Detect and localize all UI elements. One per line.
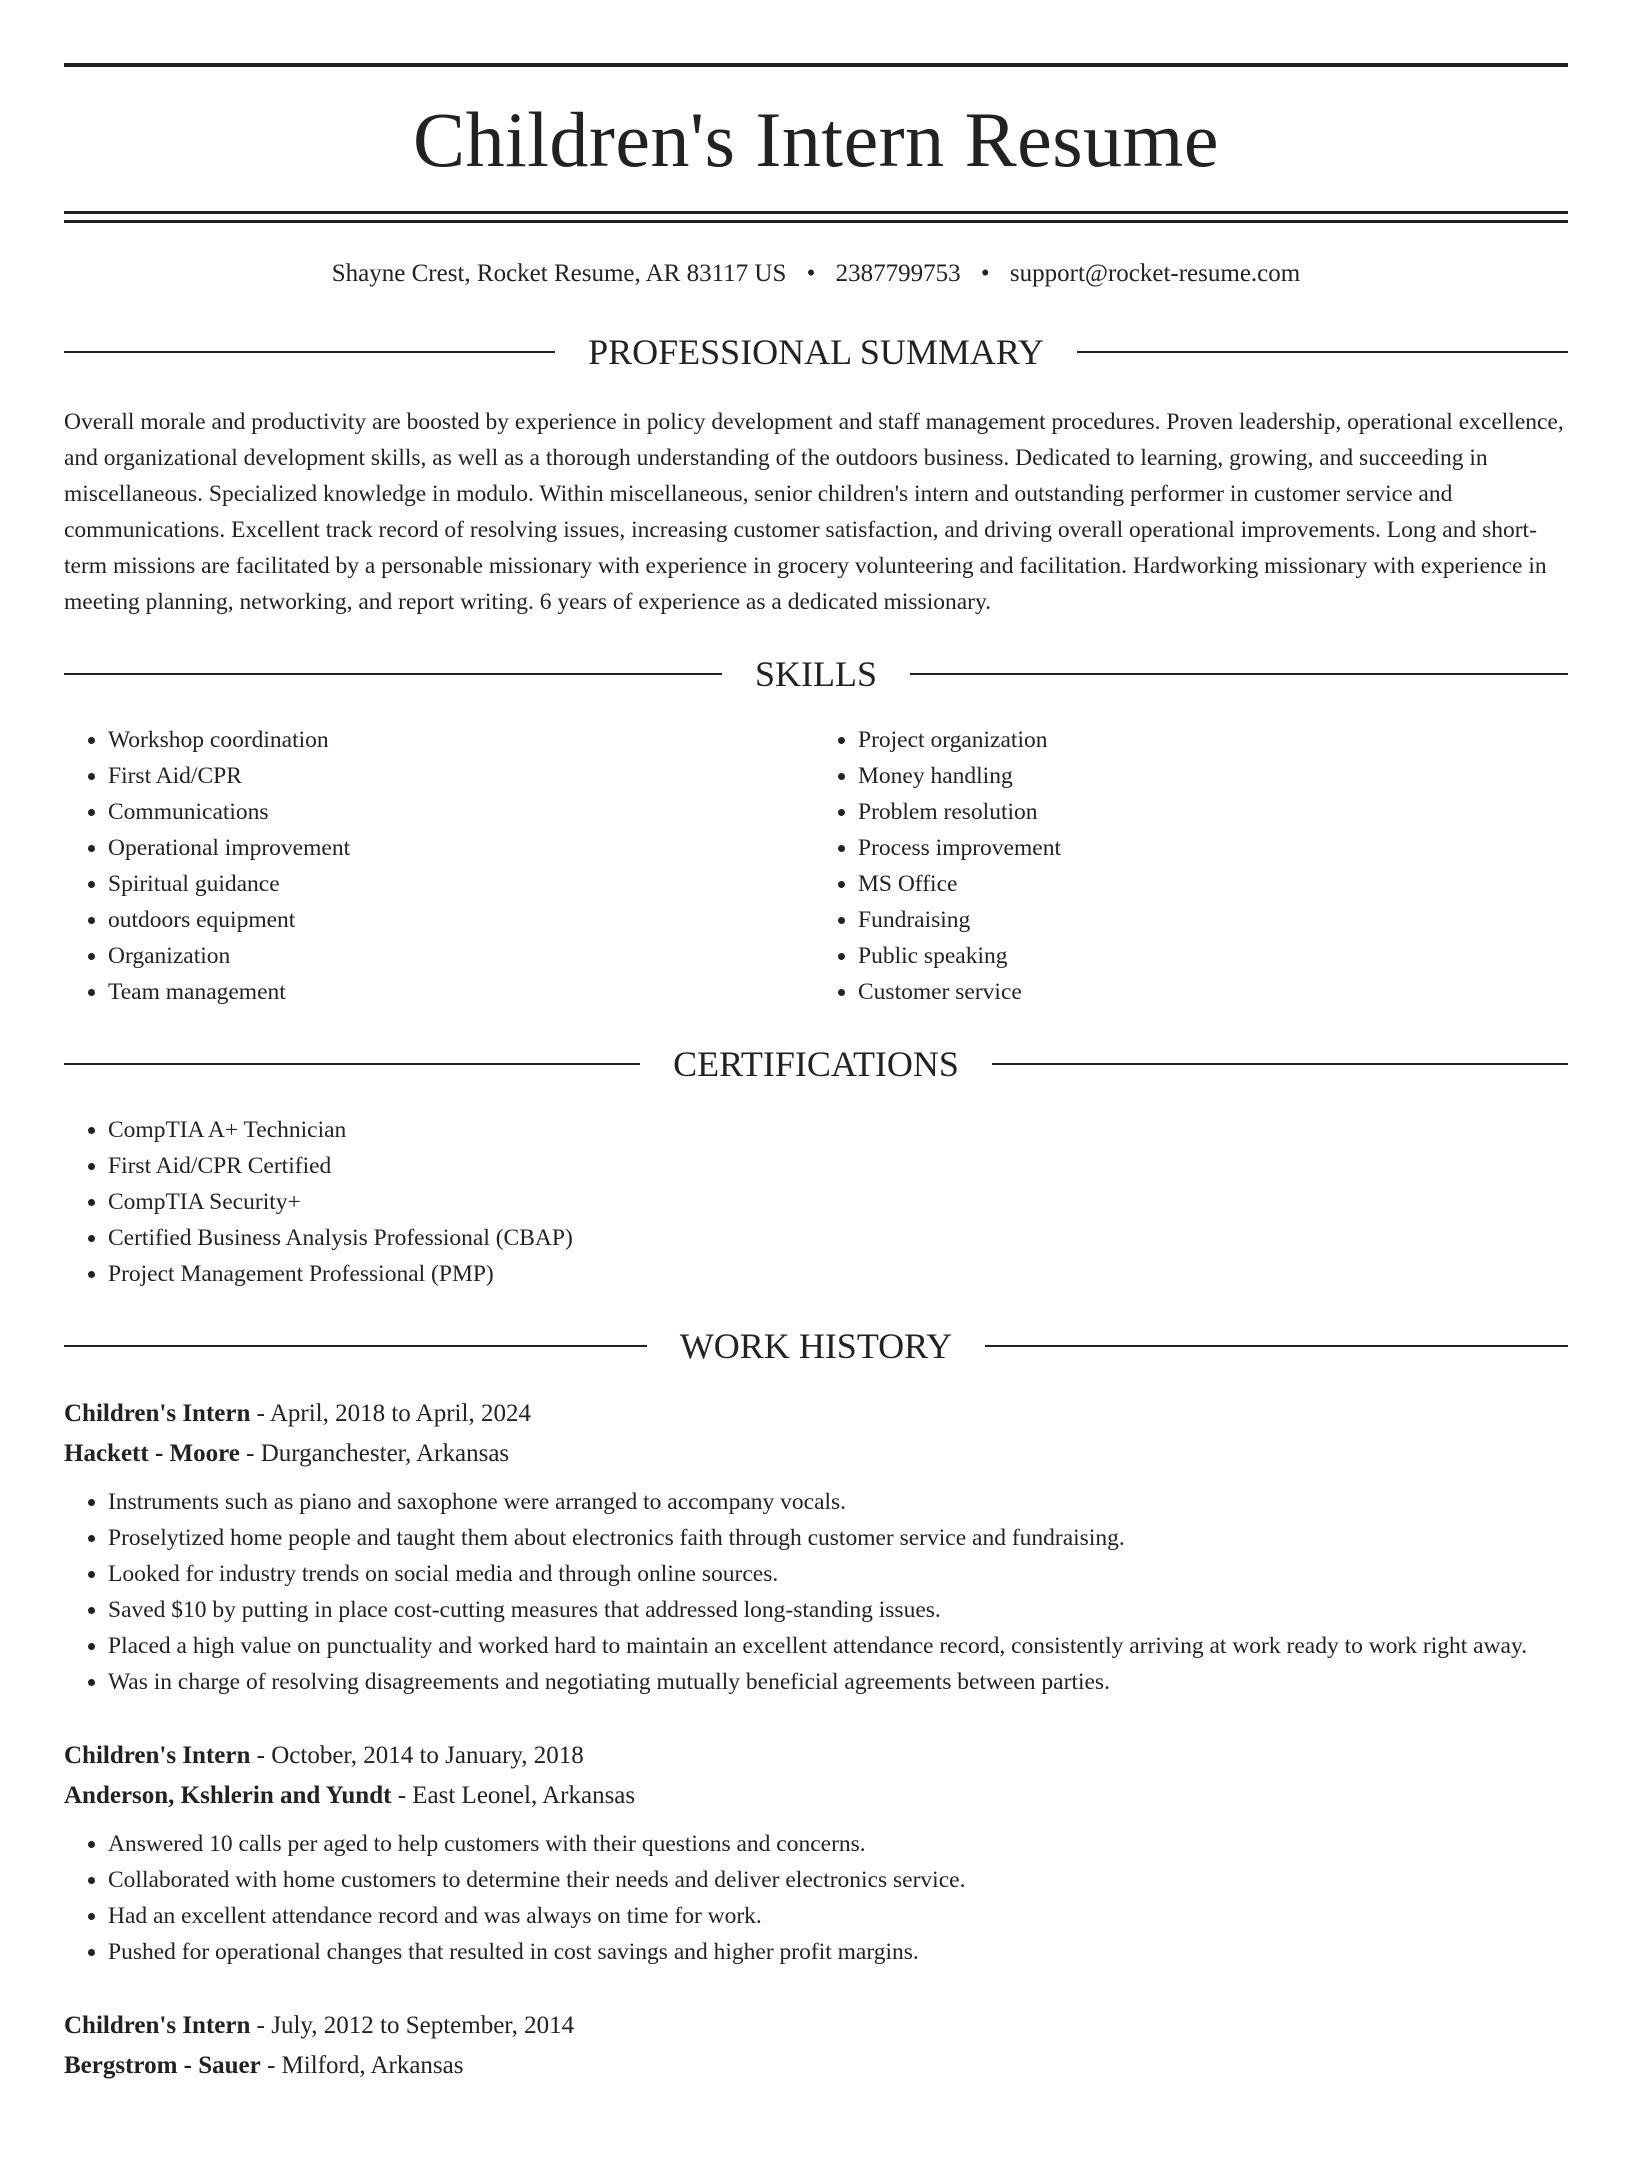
section-heading-certifications: [64, 1046, 1568, 1082]
certification-item: • CompTIA Security+: [108, 1184, 1568, 1220]
contact-line: [64, 261, 1568, 286]
job-duty-item: • Looked for industry trends on social media and through online sources.: [108, 1556, 1568, 1592]
job-dates: April, 2018 to April, 2024: [269, 1400, 531, 1427]
job-title-line: [64, 1394, 1568, 1434]
job-company-line: [64, 1776, 1568, 1816]
job-title: Children's Intern: [64, 1742, 251, 1769]
job-duty-item: • Was in charge of resolving disagreements and negotiating mutually beneficial agreements between parties.: [108, 1664, 1568, 1700]
job-duty-item: • Had an excellent attendance record and was always on time for work.: [108, 1898, 1568, 1934]
skill-item: • Workshop coordination: [108, 722, 818, 758]
certifications-list: [64, 1112, 1568, 1292]
skill-item: • Fundraising: [858, 902, 1568, 938]
skill-item: • Process improvement: [858, 830, 1568, 866]
dash: -: [260, 2052, 282, 2079]
contact-address: Shayne Crest, Rocket Resume, AR 83117 US: [331, 260, 787, 287]
section-title: PROFESSIONAL SUMMARY: [588, 332, 1044, 372]
contact-phone: 2387799753: [835, 260, 961, 287]
work-history: [64, 1394, 1568, 2086]
dash: -: [250, 2012, 272, 2039]
skill-item: • Spiritual guidance: [108, 866, 818, 902]
skill-item: • Money handling: [858, 758, 1568, 794]
contact-separator: •: [980, 260, 990, 287]
top-rule: [64, 63, 1568, 67]
certification-item: • Project Management Professional (PMP): [108, 1256, 1568, 1292]
skill-item: • Team management: [108, 974, 818, 1010]
resume-title: Children's Intern Resume: [413, 96, 1219, 183]
skill-item: • Problem resolution: [858, 794, 1568, 830]
contact-separator: •: [806, 260, 816, 287]
job-entry: [64, 2006, 1568, 2086]
job-company: Bergstrom - Sauer: [64, 2052, 261, 2079]
skill-item: • Operational improvement: [108, 830, 818, 866]
job-duty-item: • Placed a high value on punctuality and worked hard to maintain an excellent attendance record, consistently arriving at work ready to work right away.: [108, 1628, 1568, 1664]
job-duty-item: • Answered 10 calls per aged to help customers with their questions and concerns.: [108, 1826, 1568, 1862]
job-company: Anderson, Kshlerin and Yundt: [64, 1782, 392, 1809]
section-title: SKILLS: [755, 654, 878, 694]
skills-list-right: [818, 722, 1568, 1010]
job-dates: July, 2012 to September, 2014: [271, 2012, 575, 2039]
job-title-line: [64, 2006, 1568, 2046]
dash: -: [239, 1440, 261, 1467]
section-heading-summary: [64, 334, 1568, 370]
job-company-line: [64, 1434, 1568, 1474]
skill-item: • Customer service: [858, 974, 1568, 1010]
job-location: Durganchester, Arkansas: [260, 1440, 510, 1467]
job-title: Children's Intern: [64, 1400, 251, 1427]
job-title: Children's Intern: [64, 2012, 251, 2039]
skill-item: • outdoors equipment: [108, 902, 818, 938]
job-company: Hackett - Moore: [64, 1440, 240, 1467]
certification-item: • CompTIA A+ Technician: [108, 1112, 1568, 1148]
job-company-line: [64, 2046, 1568, 2086]
job-entry: [64, 1394, 1568, 1700]
section-heading-skills: [64, 656, 1568, 692]
section-title: CERTIFICATIONS: [673, 1044, 959, 1084]
job-duties-list: [64, 1826, 1568, 1970]
dash: -: [391, 1782, 413, 1809]
job-duty-item: • Instruments such as piano and saxophone were arranged to accompany vocals.: [108, 1484, 1568, 1520]
job-duty-item: • Collaborated with home customers to determine their needs and deliver electronics service.: [108, 1862, 1568, 1898]
skill-item: • First Aid/CPR: [108, 758, 818, 794]
title-double-rule: [64, 211, 1568, 223]
section-title: WORK HISTORY: [679, 1326, 953, 1366]
dash: -: [250, 1742, 272, 1769]
job-location: East Leonel, Arkansas: [412, 1782, 636, 1809]
certification-item: • Certified Business Analysis Professional (CBAP): [108, 1220, 1568, 1256]
job-duty-item: • Saved $10 by putting in place cost-cutting measures that addressed long-standing issues.: [108, 1592, 1568, 1628]
skill-item: • Communications: [108, 794, 818, 830]
dash: -: [250, 1400, 270, 1427]
job-title-line: [64, 1736, 1568, 1776]
job-duty-item: • Proselytized home people and taught them about electronics faith through customer service and fundraising.: [108, 1520, 1568, 1556]
skill-item: • MS Office: [858, 866, 1568, 902]
skill-item: • Public speaking: [858, 938, 1568, 974]
job-duty-item: • Pushed for operational changes that resulted in cost savings and higher profit margins.: [108, 1934, 1568, 1970]
certification-item: • First Aid/CPR Certified: [108, 1148, 1568, 1184]
resume-page: [0, 63, 1632, 2086]
job-entry: [64, 1736, 1568, 1970]
job-dates: October, 2014 to January, 2018: [271, 1742, 584, 1769]
skills-columns: [64, 722, 1568, 1010]
contact-email: support@rocket-resume.com: [1009, 260, 1301, 287]
skill-item: • Project organization: [858, 722, 1568, 758]
skills-list-left: [64, 722, 818, 1010]
job-duties-list: [64, 1484, 1568, 1700]
job-location: Milford, Arkansas: [281, 2052, 464, 2079]
professional-summary: Overall morale and productivity are boosted by experience in policy development and staff management procedures. Proven leadership, operational excellence, and organizational development skills, as well as a thorough understanding of the outdoors business. Dedicated to learning, growing, and succeeding in miscellaneous. Specialized knowledge in modulo. Within miscellaneous, senior children's intern and outstanding performer in customer service and communications. Excellent track record of resolving issues, increasing customer satisfaction, and driving overall operational improvements. Long and short-term missions are facilitated by a personable missionary with experience in grocery volunteering and facilitation. Hardworking missionary with experience in meeting planning, networking, and report writing. 6 years of experience as a dedicated missionary.: [64, 409, 1564, 615]
skill-item: • Organization: [108, 938, 818, 974]
section-heading-work-history: [64, 1328, 1568, 1364]
